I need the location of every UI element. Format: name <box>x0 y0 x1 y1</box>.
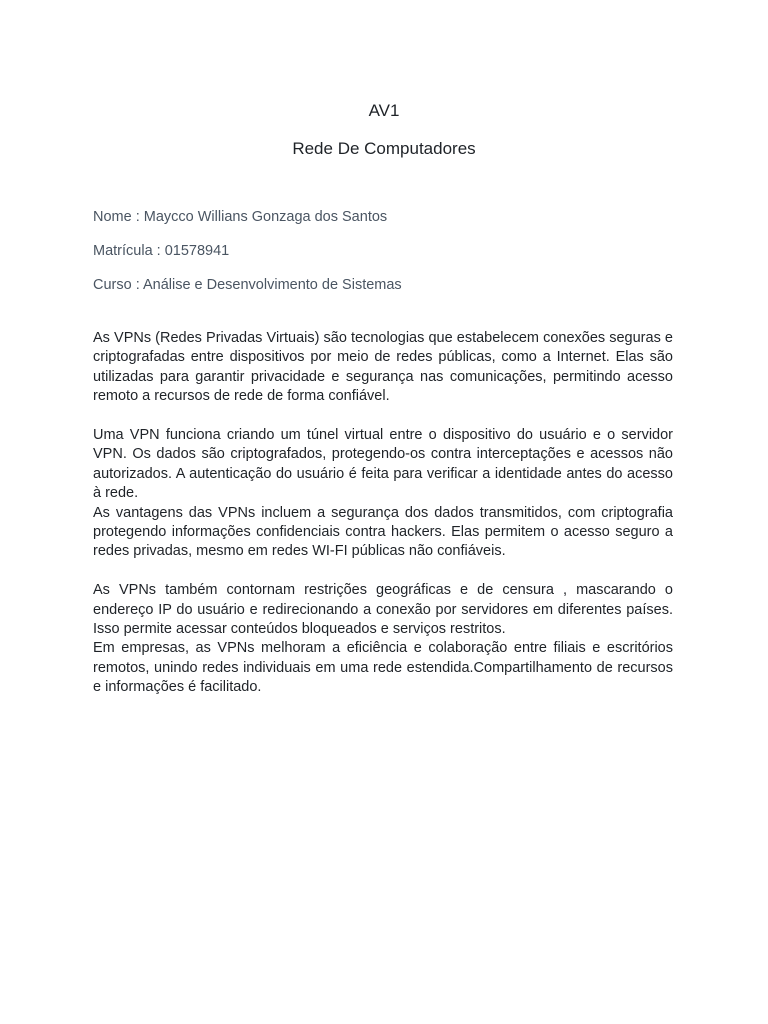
paragraph-intro: As VPNs (Redes Privadas Virtuais) são tecnologias que estabelecem conexões seguras e criptografadas entre dispositivos por meio de redes públicas, como a Internet. Elas são utilizadas para garantir privacidade e segurança nas comunicações, permitindo acesso remoto a recursos de rede de forma confiável. <box>93 330 673 405</box>
document-subtitle: Rede De Computadores <box>292 139 476 158</box>
document-body <box>93 329 673 698</box>
document-title: AV1 <box>368 101 400 120</box>
paragraph-companies: Em empresas, as VPNs melhoram a eficiência e colaboração entre filiais e escritórios remotos, unindo redes individuais em uma rede estendida.Compartilhamento de recursos e informações é facilitado. <box>93 640 673 696</box>
student-name: Nome : Maycco Willians Gonzaga dos Santos <box>93 209 388 225</box>
paragraph-advantages: As vantagens das VPNs incluem a segurança dos dados transmitidos, com criptografia protegendo informações confidenciais contra hackers. Elas permitem o acesso seguro a redes privadas, mesmo em redes WI-FI públicas não confiáveis. <box>93 504 673 560</box>
student-course: Curso : Análise e Desenvolvimento de Sistemas <box>93 277 402 293</box>
paragraph-how-it-works: Uma VPN funciona criando um túnel virtual entre o dispositivo do usuário e o servidor VPN. Os dados são criptografados, protegendo-os contra interceptações e acessos não autorizados. A autenticação do usuário é feita para verificar a identidade antes do acesso à rede. <box>93 427 673 502</box>
student-registration: Matrícula : 01578941 <box>93 243 230 259</box>
paragraph-geo-restrictions: As VPNs também contornam restrições geográficas e de censura , mascarando o endereço IP do usuário e redirecionando a conexão por servidores em diferentes países. Isso permite acessar conteúdos bloqueados e serviços restritos. <box>93 582 673 638</box>
